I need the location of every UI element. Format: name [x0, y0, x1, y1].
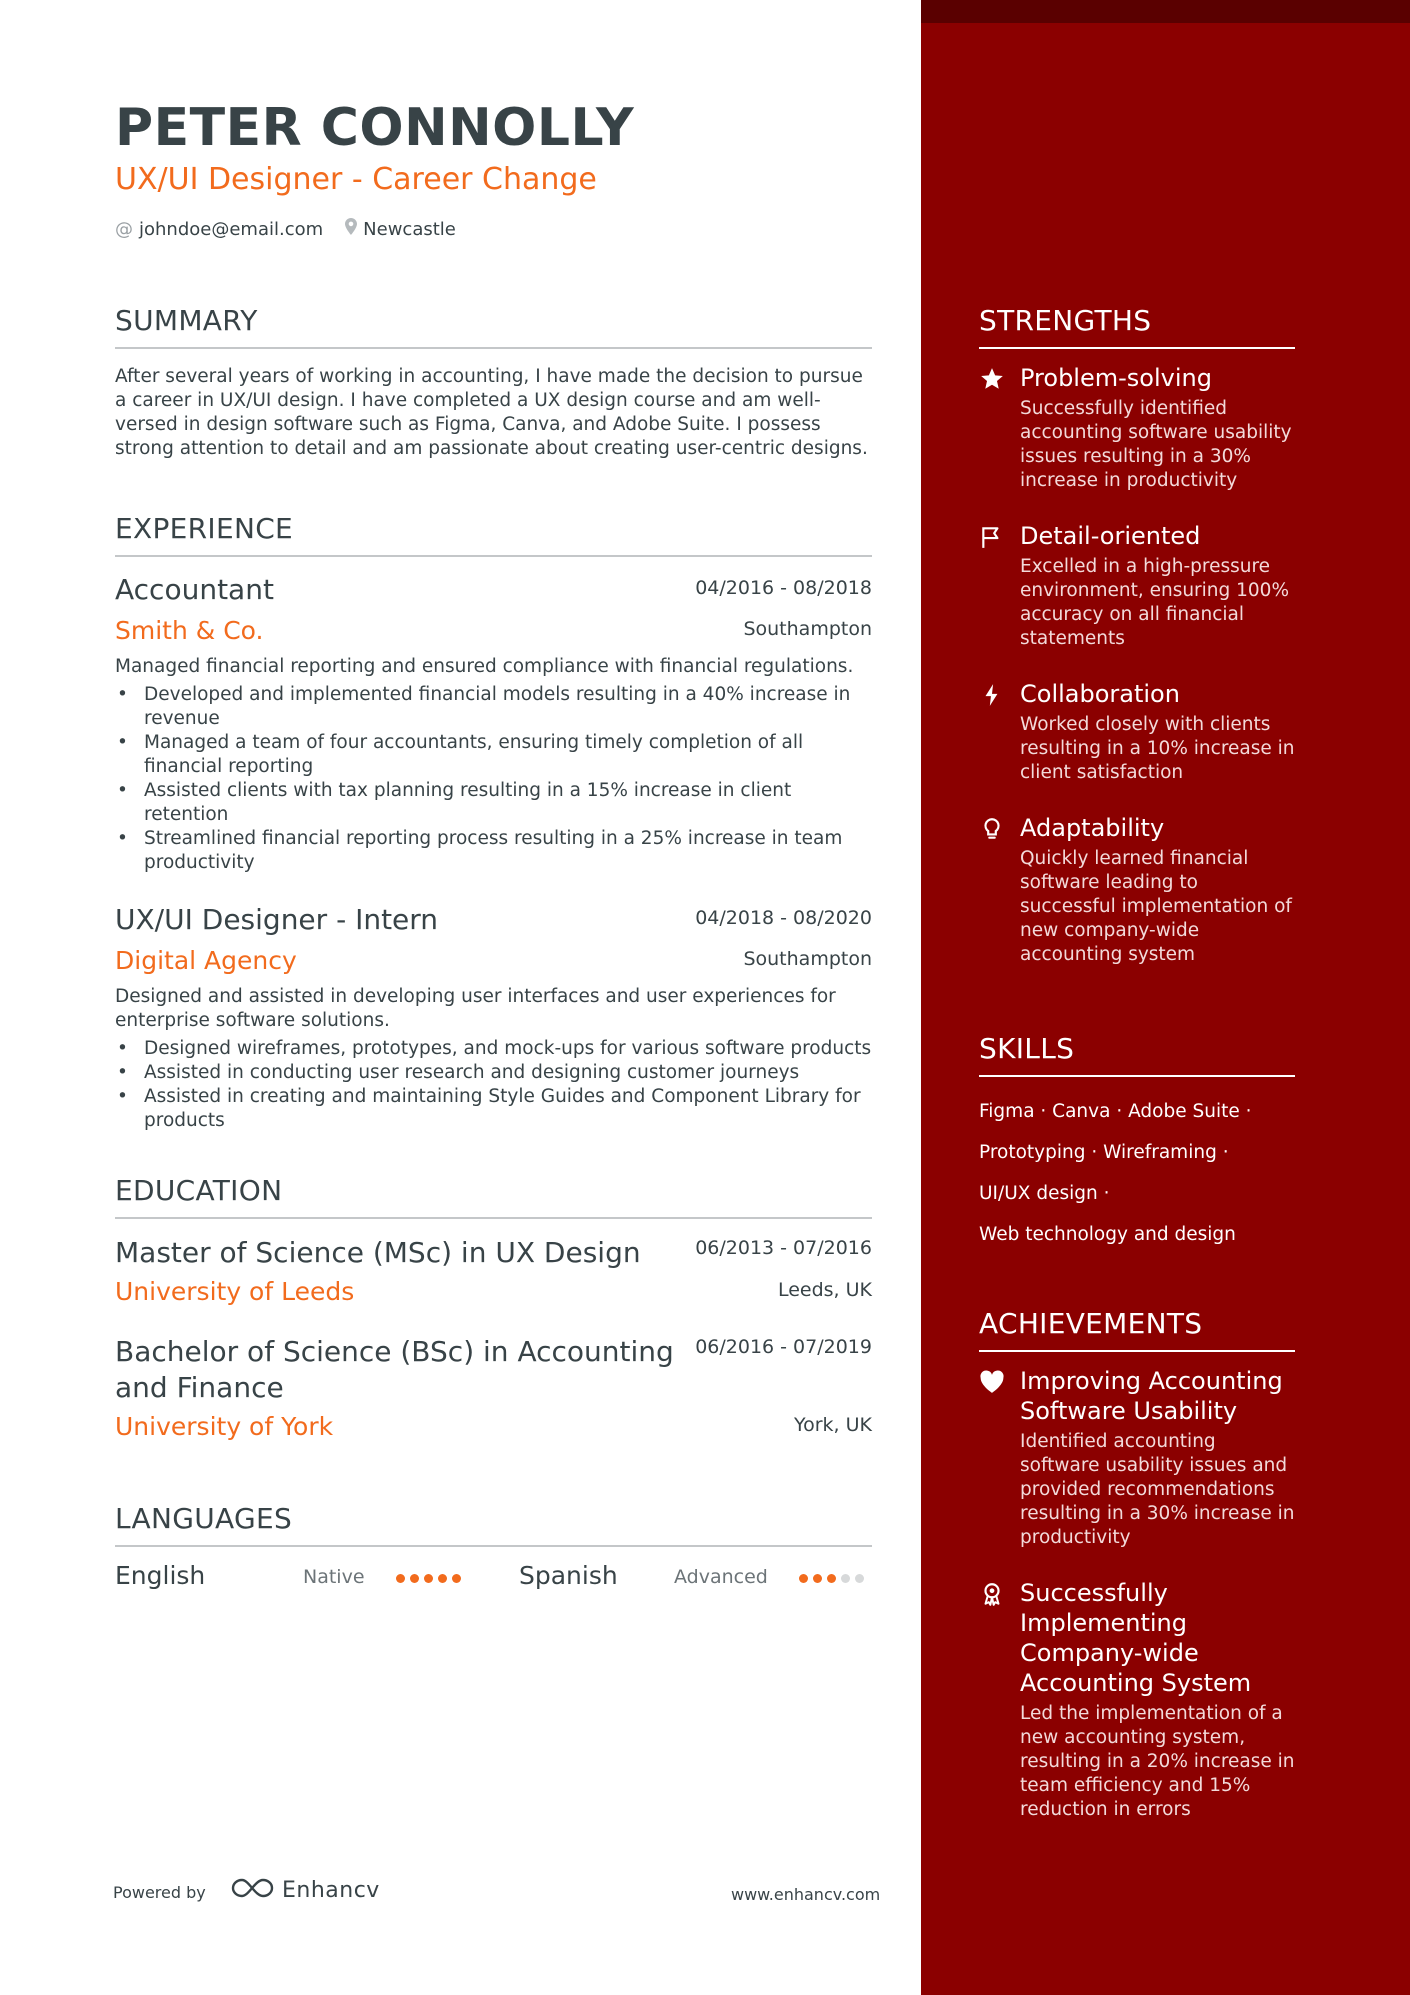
education-location: York, UK — [794, 1414, 872, 1436]
achievements-title: ACHIEVEMENTS — [979, 1307, 1295, 1352]
achievement-title: Improving Accounting Software Usability — [1020, 1367, 1283, 1425]
experience-section — [115, 512, 872, 1133]
education-section — [115, 1174, 872, 1441]
job-entry — [115, 573, 872, 875]
education-school: University of Leeds — [115, 1277, 355, 1306]
job-title: Accountant — [115, 573, 274, 606]
job-location: Southampton — [743, 618, 872, 640]
location-pin-icon — [345, 218, 357, 240]
achievements-section — [979, 1307, 1295, 1822]
languages-title: LANGUAGES — [115, 1502, 872, 1547]
education-location: Leeds, UK — [777, 1279, 872, 1301]
job-title: UX/UI Designer - Intern — [115, 903, 439, 936]
flag-icon — [979, 524, 1005, 550]
job-entry — [115, 903, 872, 1133]
achievement-description: Identified accounting software usability issues and provided recommendations resulting in a 30% increase in productivity — [1020, 1431, 1295, 1548]
education-dates: 06/2016 - 07/2019 — [695, 1336, 872, 1358]
language-rating — [799, 1574, 864, 1583]
skills-title: SKILLS — [979, 1032, 1295, 1077]
infinity-logo-icon — [230, 1876, 276, 1904]
job-dates: 04/2016 - 08/2018 — [695, 577, 872, 599]
skills-row: Web technology and design — [979, 1224, 1236, 1245]
strength-title: Detail-oriented — [1020, 522, 1201, 550]
achievement-description: Led the implementation of a new accounting system, resulting in a 20% increase in team efficiency and 15% reduction in errors — [1020, 1703, 1295, 1820]
job-bullet: • Managed a team of four accountants, ensuring timely completion of all financial reporting — [115, 731, 872, 779]
achievement-item — [979, 1578, 1295, 1822]
strength-description: Quickly learned financial software leading to successful implementation of new company-wide accounting system — [1020, 848, 1292, 965]
language-level: Advanced — [674, 1566, 768, 1588]
language-rating — [396, 1574, 461, 1583]
language-item — [115, 1561, 465, 1590]
education-school: University of York — [115, 1412, 334, 1441]
job-bullets — [115, 1037, 872, 1133]
job-company: Digital Agency — [115, 946, 297, 975]
job-description: Designed and assisted in developing user interfaces and user experiences for enterprise software solutions. — [115, 986, 836, 1031]
rating-dot-empty — [855, 1574, 864, 1583]
strengths-title: STRENGTHS — [979, 304, 1295, 349]
achievement-item — [979, 1366, 1295, 1550]
strength-title: Adaptability — [1020, 814, 1165, 842]
bolt-icon — [979, 682, 1005, 708]
strength-title: Problem-solving — [1020, 364, 1212, 392]
job-bullet: • Streamlined financial reporting process resulting in a 25% increase in team productivity — [115, 827, 872, 875]
job-bullet: • Designed wireframes, prototypes, and mock-ups for various software products — [115, 1037, 872, 1061]
education-entry — [115, 1334, 872, 1441]
strength-description: Excelled in a high-pressure environment, ensuring 100% accuracy on all financial statements — [1020, 556, 1290, 649]
language-item — [519, 1561, 872, 1590]
location-contact — [345, 218, 456, 240]
languages-list — [115, 1561, 872, 1601]
candidate-role: UX/UI Designer - Career Change — [115, 162, 597, 197]
enhancv-logo[interactable] — [230, 1876, 380, 1904]
job-bullet: • Assisted clients with tax planning resulting in a 15% increase in client retention — [115, 779, 872, 827]
strength-description: Worked closely with clients resulting in a 10% increase in client satisfaction — [1020, 714, 1295, 783]
language-name: English — [115, 1561, 206, 1590]
language-name: Spanish — [519, 1561, 618, 1590]
skills-row: Prototyping · Wireframing · — [979, 1142, 1229, 1163]
rating-dot-filled — [813, 1574, 822, 1583]
experience-title: EXPERIENCE — [115, 512, 872, 557]
rating-dot-filled — [396, 1574, 405, 1583]
summary-section — [115, 304, 872, 461]
strength-item — [979, 363, 1295, 493]
star-icon — [979, 366, 1005, 392]
strength-item — [979, 679, 1295, 785]
powered-by-text: Powered by — [113, 1883, 206, 1902]
heart-icon — [979, 1369, 1005, 1395]
skills-section — [979, 1032, 1295, 1255]
skills-row: UI/UX design · — [979, 1183, 1110, 1204]
language-level: Native — [303, 1566, 365, 1588]
strength-description: Successfully identified accounting software usability issues resulting in a 30% increase in productivity — [1020, 398, 1292, 491]
rating-dot-filled — [827, 1574, 836, 1583]
rating-dot-filled — [410, 1574, 419, 1583]
strength-item — [979, 521, 1295, 651]
job-dates: 04/2018 - 08/2020 — [695, 907, 872, 929]
education-degree: Master of Science (MSc) in UX Design — [115, 1236, 641, 1269]
education-dates: 06/2013 - 07/2016 — [695, 1237, 872, 1259]
job-bullet: • Assisted in conducting user research and designing customer journeys — [115, 1061, 872, 1085]
job-location: Southampton — [743, 948, 872, 970]
rating-dot-filled — [799, 1574, 808, 1583]
contact-info — [115, 218, 456, 240]
brand-name: Enhancv — [282, 1877, 380, 1903]
job-bullet: • Developed and implemented financial models resulting in a 40% increase in revenue — [115, 683, 872, 731]
education-title: EDUCATION — [115, 1174, 872, 1219]
job-description: Managed financial reporting and ensured compliance with financial regulations. — [115, 656, 854, 677]
candidate-name: PETER CONNOLLY — [115, 98, 635, 158]
education-degree: Bachelor of Science (BSc) in Accounting and Finance — [115, 1335, 674, 1404]
footer-url[interactable]: www.enhancv.com — [731, 1885, 881, 1904]
rating-dot-empty — [841, 1574, 850, 1583]
skills-row: Figma · Canva · Adobe Suite · — [979, 1101, 1252, 1122]
award-icon — [979, 1581, 1005, 1607]
education-entry — [115, 1235, 872, 1306]
email-text: johndoe@email.com — [139, 218, 324, 240]
sidebar-top-bar — [921, 0, 1410, 23]
achievement-title: Successfully Implementing Company-wide Accounting System — [1020, 1579, 1252, 1697]
summary-title: SUMMARY — [115, 304, 872, 349]
at-icon: @ — [115, 218, 133, 240]
strength-title: Collaboration — [1020, 680, 1180, 708]
job-bullets — [115, 683, 872, 875]
lightbulb-icon — [979, 816, 1005, 842]
languages-section — [115, 1502, 872, 1601]
email-contact[interactable] — [115, 219, 323, 240]
strength-item — [979, 813, 1295, 967]
location-text: Newcastle — [363, 218, 456, 240]
strengths-section — [979, 304, 1295, 967]
skills-list — [979, 1091, 1295, 1255]
rating-dot-filled — [452, 1574, 461, 1583]
summary-text: After several years of working in accounting, I have made the decision to pursue a career in UX/UI design. I have completed a UX design course and am well-versed in design software such as Figma, Canva, and Adobe Suite. I possess strong attention to detail and am passionate about creating user-centric designs. — [115, 366, 868, 459]
rating-dot-filled — [438, 1574, 447, 1583]
job-company: Smith & Co. — [115, 616, 264, 645]
rating-dot-filled — [424, 1574, 433, 1583]
job-bullet: • Assisted in creating and maintaining Style Guides and Component Library for products — [115, 1085, 872, 1133]
